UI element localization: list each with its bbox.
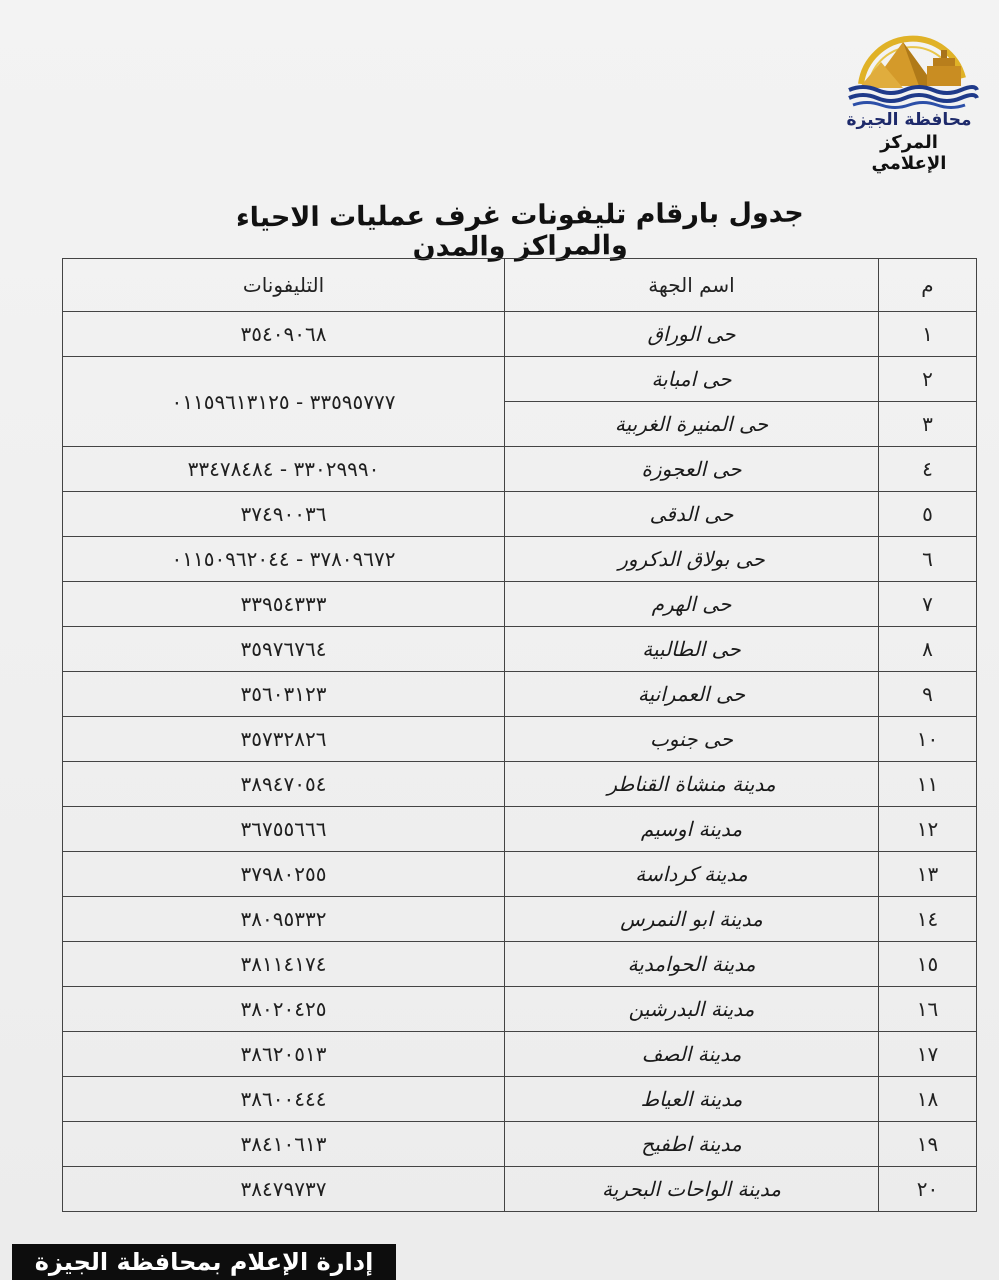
row-phone: ٣٥٧٣٢٨٢٦: [63, 717, 505, 762]
row-num: ٢: [879, 357, 977, 402]
row-name: حى جنوب: [505, 717, 879, 762]
row-phone: ٣٣٩٥٤٣٣٣: [63, 582, 505, 627]
table-row: [63, 492, 977, 537]
row-phone: ٣٨٦٢٠٥١٣: [63, 1032, 505, 1077]
row-phone: ٣٧٤٩٠٠٣٦: [63, 492, 505, 537]
row-name: مدينة الصف: [505, 1032, 879, 1077]
row-phone-merged: ٣٣٥٩٥٧٧٧ - ٠١١٥٩٦١٣١٢٥: [63, 357, 505, 447]
row-num: ١: [879, 312, 977, 357]
row-num: ٥: [879, 492, 977, 537]
row-name: مدينة العياط: [505, 1077, 879, 1122]
row-phone: ٣٨٩٤٧٠٥٤: [63, 762, 505, 807]
row-num: ١٤: [879, 897, 977, 942]
row-phone: ٣٦٧٥٥٦٦٦: [63, 807, 505, 852]
row-name: مدينة البدرشين: [505, 987, 879, 1032]
row-num: ١١: [879, 762, 977, 807]
table-row: [63, 672, 977, 717]
table-row: [63, 357, 977, 402]
row-phone: ٣٨٦٠٠٤٤٤: [63, 1077, 505, 1122]
row-name: مدينة الواحات البحرية: [505, 1167, 879, 1212]
row-phone: ٣٨٠٩٥٣٣٢: [63, 897, 505, 942]
table-row: [63, 807, 977, 852]
governorate-logo: [841, 6, 981, 174]
row-name: حى الطالبية: [505, 627, 879, 672]
row-name: مدينة الحوامدية: [505, 942, 879, 987]
row-num: ١٩: [879, 1122, 977, 1167]
row-num: ١٦: [879, 987, 977, 1032]
table-row: [63, 897, 977, 942]
row-num: ٨: [879, 627, 977, 672]
row-name: حى بولاق الدكرور: [505, 537, 879, 582]
row-name: حى الهرم: [505, 582, 879, 627]
page-title: جدول بارقام تليفونات غرف عمليات الاحياء والمراكز والمدن: [235, 197, 804, 263]
table-row: [63, 447, 977, 492]
row-name: حى العمرانية: [505, 672, 879, 717]
footer-label: إدارة الإعلام بمحافظة الجيزة: [12, 1244, 396, 1280]
header-num: م: [879, 259, 977, 312]
table-row: [63, 627, 977, 672]
table-row: [63, 852, 977, 897]
row-num: ٦: [879, 537, 977, 582]
table-header-row: [63, 259, 977, 312]
table-row: [63, 537, 977, 582]
row-num: ١٣: [879, 852, 977, 897]
logo-title: محافظة الجيزة: [846, 110, 972, 130]
logo-subtitle: المركز الإعلامي: [871, 132, 947, 174]
row-name: حى الدقى: [505, 492, 879, 537]
row-phone: ٣٨٤٧٩٧٣٧: [63, 1167, 505, 1212]
row-phone: ٣٨٠٢٠٤٢٥: [63, 987, 505, 1032]
table-row: [63, 987, 977, 1032]
row-phone: ٣٧٨٠٩٦٧٢ - ٠١١٥٠٩٦٢٠٤٤: [63, 537, 505, 582]
row-name: مدينة اوسيم: [505, 807, 879, 852]
row-phone: ٣٧٩٨٠٢٥٥: [63, 852, 505, 897]
table-row: [63, 762, 977, 807]
row-name: حى الوراق: [505, 312, 879, 357]
header-name: اسم الجهة: [505, 259, 879, 312]
row-num: ٧: [879, 582, 977, 627]
row-num: ٢٠: [879, 1167, 977, 1212]
row-name: حى امبابة: [505, 357, 879, 402]
table-row: [63, 717, 977, 762]
table-row: [63, 1032, 977, 1077]
row-num: ٩: [879, 672, 977, 717]
header-phone: التليفونات: [63, 259, 505, 312]
row-name: مدينة كرداسة: [505, 852, 879, 897]
row-phone: ٣٥٩٧٦٧٦٤: [63, 627, 505, 672]
row-phone: ٣٥٦٠٣١٢٣: [63, 672, 505, 717]
row-num: ١٢: [879, 807, 977, 852]
table-row: [63, 582, 977, 627]
row-name: حى المنيرة الغربية: [505, 402, 879, 447]
row-phone: ٣٣٠٢٩٩٩٠ - ٣٣٤٧٨٤٨٤: [63, 447, 505, 492]
row-name: مدينة منشاة القناطر: [505, 762, 879, 807]
row-name: حى العجوزة: [505, 447, 879, 492]
row-num: ١٨: [879, 1077, 977, 1122]
row-phone: ٣٨١١٤١٧٤: [63, 942, 505, 987]
table-row: [63, 312, 977, 357]
row-num: ١٠: [879, 717, 977, 762]
row-phone: ٣٨٤١٠٦١٣: [63, 1122, 505, 1167]
table-row: [63, 1122, 977, 1167]
row-num: ١٥: [879, 942, 977, 987]
table-row: [63, 1077, 977, 1122]
table-row: [63, 942, 977, 987]
row-name: مدينة ابو النمرس: [505, 897, 879, 942]
row-phone: ٣٥٤٠٩٠٦٨: [63, 312, 505, 357]
table-row: [63, 1167, 977, 1212]
row-num: ١٧: [879, 1032, 977, 1077]
pyramids-sun-emblem-icon: [841, 6, 981, 110]
row-name: مدينة اطفيح: [505, 1122, 879, 1167]
phones-table: [62, 258, 977, 1212]
row-num: ٣: [879, 402, 977, 447]
row-num: ٤: [879, 447, 977, 492]
